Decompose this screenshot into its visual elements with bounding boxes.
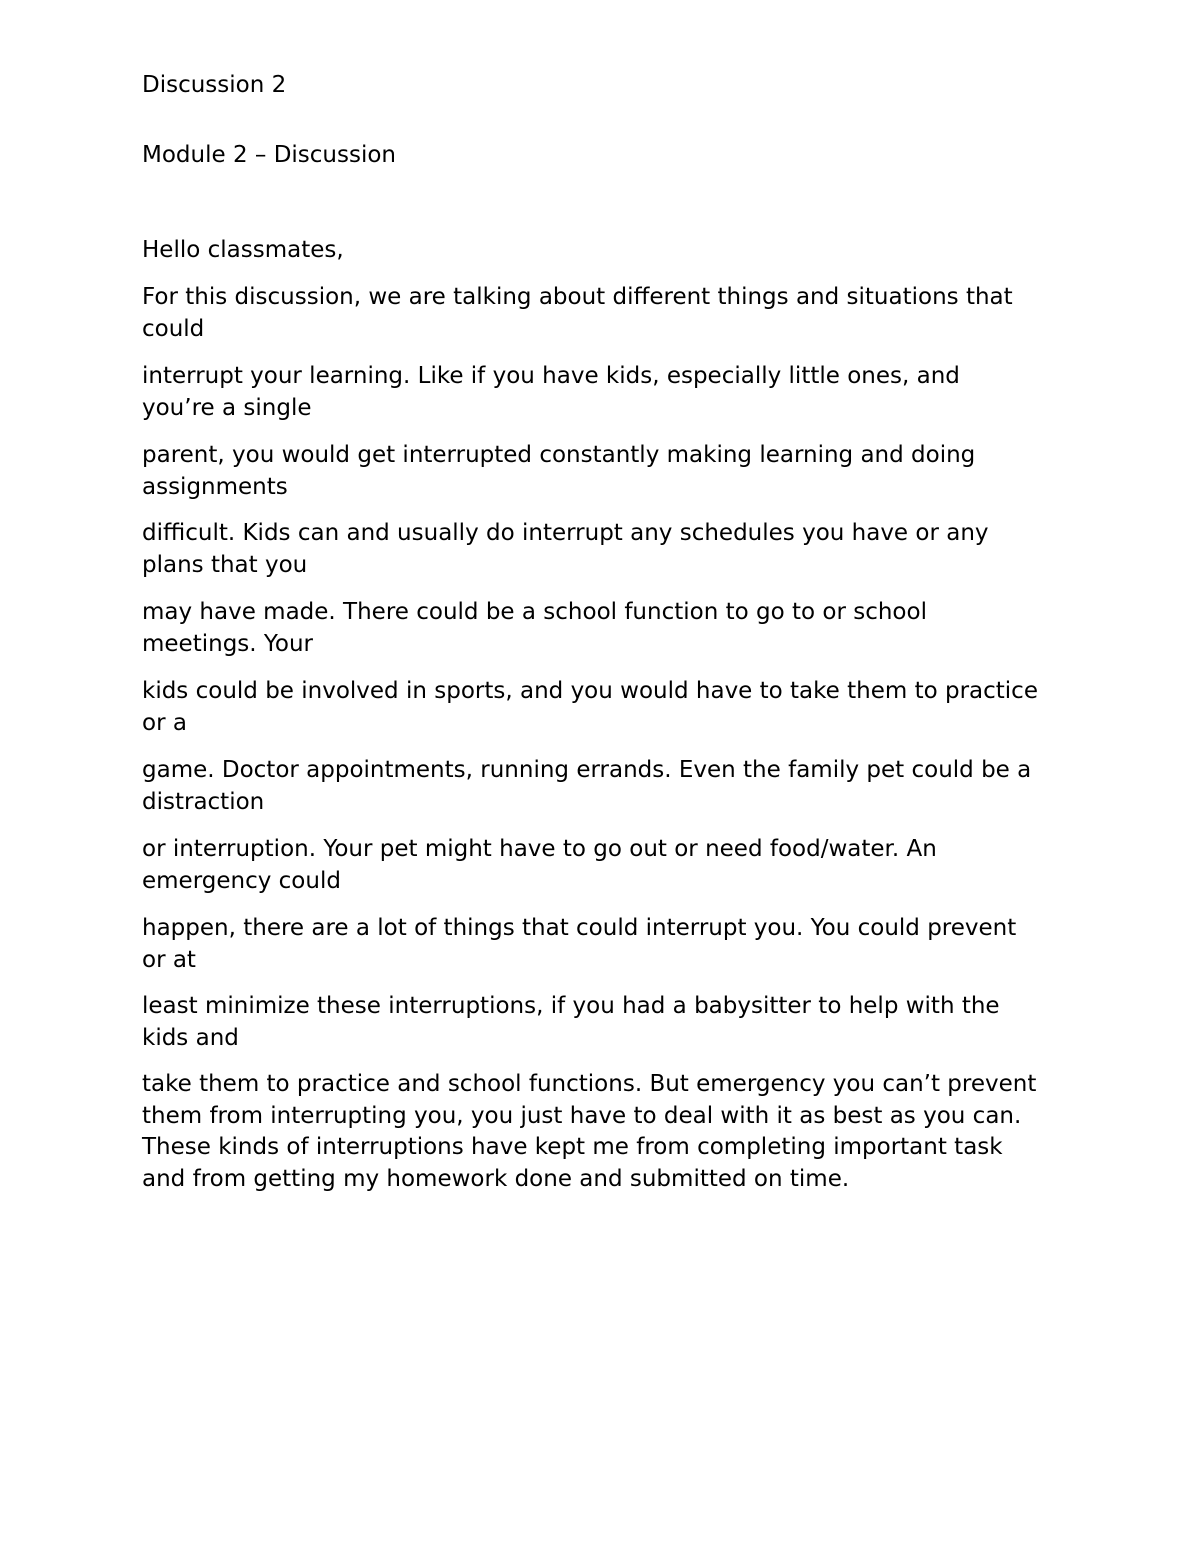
paragraph-line: or at [142,946,196,973]
paragraph-line: game. Doctor appointments, running errands. Even the family pet could be a [142,757,1032,783]
paragraph-2 [142,361,1072,424]
subheading-line: Module 2 – Discussion [142,142,397,168]
paragraph-line: difficult. Kids can and usually do interrupt any schedules you have or any [142,520,989,546]
paragraph-line: distraction [142,788,265,815]
paragraph-line: may have made. There could be a school function to go to or school [142,599,927,625]
paragraph-line: plans that you [142,551,308,578]
paragraph-line: assignments [142,473,288,500]
paragraph-line: These kinds of interruptions have kept me from completing important task [142,1134,1003,1160]
paragraph-line: take them to practice and school functions. But emergency you can’t prevent [142,1071,1037,1097]
paragraph-line: least minimize these interruptions, if you had a babysitter to help with the [142,993,1000,1019]
paragraph-7 [142,755,1072,818]
paragraph-line: parent, you would get interrupted constantly making learning and doing [142,442,976,468]
greeting-line: Hello classmates, [142,237,344,263]
paragraph-line: kids and [142,1024,239,1051]
paragraph-line: happen, there are a lot of things that could interrupt you. You could prevent [142,915,1017,941]
paragraph-11 [142,1069,1072,1195]
paragraph-10 [142,991,1072,1054]
greeting-paragraph [142,235,1072,267]
paragraph-5 [142,597,1072,660]
paragraph-line: or a [142,709,187,736]
paragraph-line: them from interrupting you, you just have to deal with it as best as you can. [142,1102,1022,1129]
paragraph-line: interrupt your learning. Like if you have kids, especially little ones, and [142,363,960,389]
paragraph-1 [142,282,1072,345]
paragraph-line: kids could be involved in sports, and you would have to take them to practice [142,678,1038,704]
paragraph-3 [142,440,1072,503]
paragraph-line: meetings. Your [142,630,313,657]
paragraph-line: could [142,315,205,342]
document-heading [142,70,1072,102]
paragraph-9 [142,913,1072,976]
paragraph-line: you’re a single [142,394,312,421]
document-subheading [142,140,1072,172]
paragraph-8 [142,834,1072,897]
heading-line: Discussion 2 [142,72,287,98]
paragraph-line: and from getting my homework done and submitted on time. [142,1165,850,1192]
paragraph-line: emergency could [142,867,341,894]
paragraph-6 [142,676,1072,739]
paragraph-4 [142,518,1072,581]
paragraph-line: For this discussion, we are talking about different things and situations that [142,284,1013,310]
paragraph-line: or interruption. Your pet might have to go out or need food/water. An [142,836,937,862]
